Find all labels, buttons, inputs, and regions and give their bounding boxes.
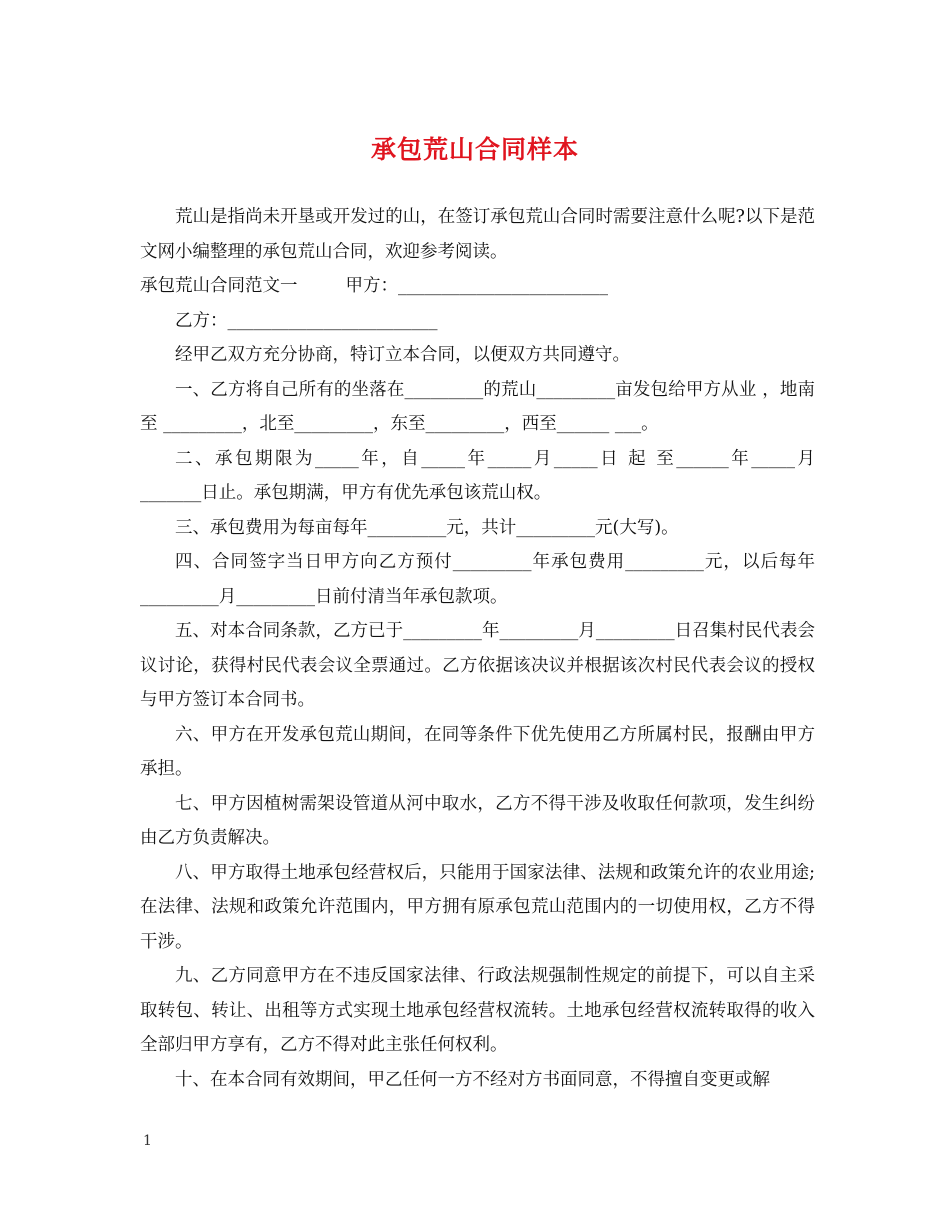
page-number: 1 bbox=[143, 1133, 152, 1149]
document-title: 承包荒山合同样本 bbox=[370, 135, 579, 164]
clause-4: 四、合同签字当日甲方向乙方预付_________年承包费用_________元，以后每年_________月_________日前付清当年承包款项。 bbox=[140, 552, 815, 607]
contract-header-line bbox=[140, 269, 815, 304]
clause-2: 二、承包期限为_____年，自_____年_____月_____日 起 至______年_____月_______日止。承包期满，甲方有优先承包该荒山权。 bbox=[140, 448, 815, 503]
clause-5: 五、对本合同条款，乙方已于_________年_________月_________日召集村民代表会议讨论，获得村民代表会议全票通过。乙方依据该决议并根据该次村民代表会议的授权与甲方签订本合同书。 bbox=[140, 621, 815, 710]
clause-8: 八、甲方取得土地承包经营权后，只能用于国家法律、法规和政策允许的农业用途;在法律、法规和政策允许范围内，甲方拥有原承包荒山范围内的一切使用权，乙方不得干涉。 bbox=[140, 862, 815, 952]
document-body bbox=[140, 200, 815, 1097]
clause-10: 十、在本合同有效期间，甲乙任何一方不经对方书面同意，不得擅自变更或解 bbox=[175, 1069, 770, 1090]
clause-3: 三、承包费用为每亩每年_________元，共计_________元(大写)。 bbox=[175, 517, 679, 538]
clause-7: 七、甲方因植树需架设管道从河中取水，乙方不得干涉及收取任何款项，发生纠纷由乙方负责解决。 bbox=[140, 793, 815, 848]
clause-9: 九、乙方同意甲方在不违反国家法律、行政法规强制性规定的前提下，可以自主采取转包、转让、出租等方式实现土地承包经营权流转。土地承包经营权流转取得的收入全部归甲方享有，乙方不得对此主张任何权利。 bbox=[140, 966, 815, 1055]
sample-label: 承包荒山合同范文一 bbox=[140, 276, 298, 296]
paragraph-intro: 荒山是指尚未开垦或开发过的山，在签订承包荒山合同时需要注意什么呢?以下是范文网小编整理的承包荒山合同，欢迎参考阅读。 bbox=[140, 207, 815, 262]
party-a-field: 甲方：________________________ bbox=[345, 276, 608, 296]
clause-6: 六、甲方在开发承包荒山期间，在同等条件下优先使用乙方所属村民，报酬由甲方承担。 bbox=[140, 724, 815, 779]
clause-1: 一、乙方将自己所有的坐落在_________的荒山_________亩发包给甲方从业 ，地南至 _________，北至_________，东至_________，西至______ ___。 bbox=[140, 379, 815, 434]
paragraph-preamble: 经甲乙双方充分协商，特订立本合同，以便双方共同遵守。 bbox=[175, 345, 630, 365]
party-b-field: 乙方：________________________ bbox=[175, 310, 438, 331]
